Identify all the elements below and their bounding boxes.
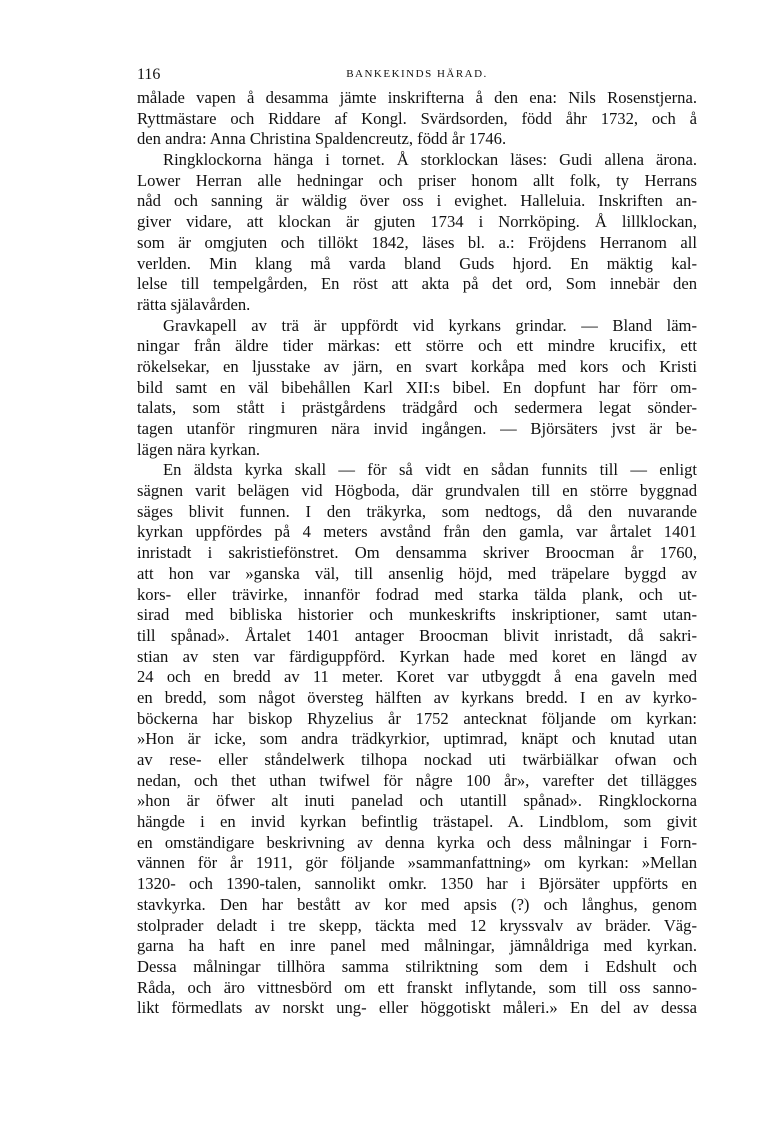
text-line: Dessa målningar tillhöra samma stilriktning som dem i Edshult och bbox=[137, 956, 697, 976]
text-line: »hon är öfwer alt inuti panelad och utantill spånad». Ringklockorna bbox=[137, 791, 697, 811]
text-line: giver vidare, att klockan är gjuten 1734 i Norrköping. Å lillklockan, bbox=[137, 212, 697, 232]
text-line: lägen nära kyrkan. bbox=[137, 439, 261, 459]
text-line: sägnen varit belägen vid Högboda, där grundvalen till en större byggnad bbox=[137, 481, 697, 501]
text-line: hängde i en invid kyrkan befintlig trästapel. A. Lindblom, som givit bbox=[137, 812, 697, 832]
text-line: En äldsta kyrka skall — för så vidt en sådan funnits till — enligt bbox=[163, 460, 697, 480]
text-line: ningar från äldre tider märkas: ett större och ett mindre krucifix, ett bbox=[137, 336, 697, 356]
text-line: talats, som stått i prästgårdens trädgård och sedermera legat sönder- bbox=[137, 398, 697, 418]
text-line: sirad med bibliska historier och munkeskrifts inskriptioner, samt utan- bbox=[137, 605, 697, 625]
text-line: att hon var »ganska väl, till ansenlig höjd, med träpelare byggd av bbox=[137, 563, 697, 583]
text-line: stian av sten var färdiguppförd. Kyrkan hade med koret en längd av bbox=[137, 646, 697, 666]
text-line: en bredd, som något översteg hälften av kyrkans bredd. I en av kyrko- bbox=[137, 687, 697, 707]
text-line: nedan, och thet uthan twifwel för någre 100 år», varefter det tillägges bbox=[137, 770, 697, 790]
page-header bbox=[137, 66, 697, 86]
text-line: »Hon är icke, som andra trädkyrkior, uptimrad, knäpt och knutad utan bbox=[137, 729, 697, 749]
text-line: bild samt en väl bibehållen Karl XII:s bibel. En dopfunt har förr om- bbox=[137, 377, 697, 397]
text-line: garna ha haft en inre panel med målningar, jämnåldriga med kyrkan. bbox=[137, 936, 697, 956]
text-line: målade vapen å desamma jämte inskrifterna å den ena: Nils Rosenstjerna. bbox=[137, 88, 697, 107]
text-line: Lower Herran alle hedningar och priser honom allt folk, ty Herrans bbox=[137, 170, 697, 190]
text-line: stolprader deladt i tre skepp, täckta med 12 kryssvalv av bräder. Väg- bbox=[137, 915, 697, 935]
text-line: vännen för år 1911, gör följande »sammanfattning» om kyrkan: »Mellan bbox=[137, 853, 697, 873]
text-line: likt förmedlats av norskt ung- eller höggotiskt måleri.» En del av dessa bbox=[137, 998, 697, 1018]
text-line: av rese- eller ståndelwerk tilhopa nockad uti twärbiälkar ofwan och bbox=[137, 750, 697, 769]
text-line: rätta själavården. bbox=[137, 294, 251, 314]
text-line: tagen utanför ringmuren nära invid ingången. — Björsäters jvst är be- bbox=[137, 419, 697, 438]
text-line: stavkyrka. Den har bestått av kor med apsis (?) och långhus, genom bbox=[137, 894, 697, 914]
text-line: verlden. Min klang må varda bland Guds hjord. En mäktig kal- bbox=[137, 253, 697, 273]
text-line: kyrkan uppfördes på 4 meters avstånd från den gamla, var årtalet 1401 bbox=[137, 522, 697, 542]
text-line: Ringklockorna hänga i tornet. Å storklockan läses: Gudi allena ärona. bbox=[163, 150, 697, 170]
running-title: BANKEKINDS HÄRAD. bbox=[346, 68, 488, 80]
text-line: 1320- och 1390-talen, sannolikt omkr. 1350 har i Björsäter uppförts en bbox=[137, 874, 697, 894]
text-line: rökelsekar, en ljusstake av järn, en svart korkåpa med kors och Kristi bbox=[137, 356, 697, 376]
text-line: Gravkapell av trä är uppfördt vid kyrkans grindar. — Bland läm- bbox=[163, 315, 697, 335]
text-line: den andra: Anna Christina Spaldencreutz, född år 1746. bbox=[137, 129, 507, 149]
text-line: Ryttmästare och Riddare af Kongl. Svärdsorden, född åhr 1732, och å bbox=[137, 108, 697, 128]
text-line: till spånad». Årtalet 1401 antager Broocman blivit inristadt, då sakri- bbox=[137, 625, 697, 645]
page-number: 116 bbox=[137, 66, 161, 83]
text-line: lelse till tempelgården, En röst att akta på det ord, Som innebär den bbox=[137, 274, 697, 294]
text-line: 24 och en bredd av 11 meter. Koret var utbyggdt å ena gaveln med bbox=[137, 667, 697, 687]
text-line: nåd och sanning är wäldig över oss i evighet. Halleluia. Inskriften an- bbox=[137, 191, 697, 211]
text-line: som är omgjuten och tillökt 1842, läses bl. a.: Fröjdens Herranom all bbox=[137, 232, 697, 252]
body-text bbox=[137, 88, 697, 1019]
text-line: en omständigare beskrivning av denna kyrka och dess målningar i Forn- bbox=[137, 832, 697, 852]
text-line: Råda, och äro vittnesbörd om ett franskt inflytande, som till oss sanno- bbox=[137, 977, 697, 997]
text-line: säges blivit funnen. I den träkyrka, som nedtogs, då den nuvarande bbox=[137, 501, 697, 521]
text-line: inristadt i sakristiefönstret. Om densamma skriver Broocman år 1760, bbox=[137, 543, 697, 563]
text-line: kors- eller trävirke, innanför fodrad med starka tälda plank, och ut- bbox=[137, 584, 697, 604]
text-line: böckerna har biskop Rhyzelius år 1752 antecknat följande om kyrkan: bbox=[137, 708, 697, 728]
